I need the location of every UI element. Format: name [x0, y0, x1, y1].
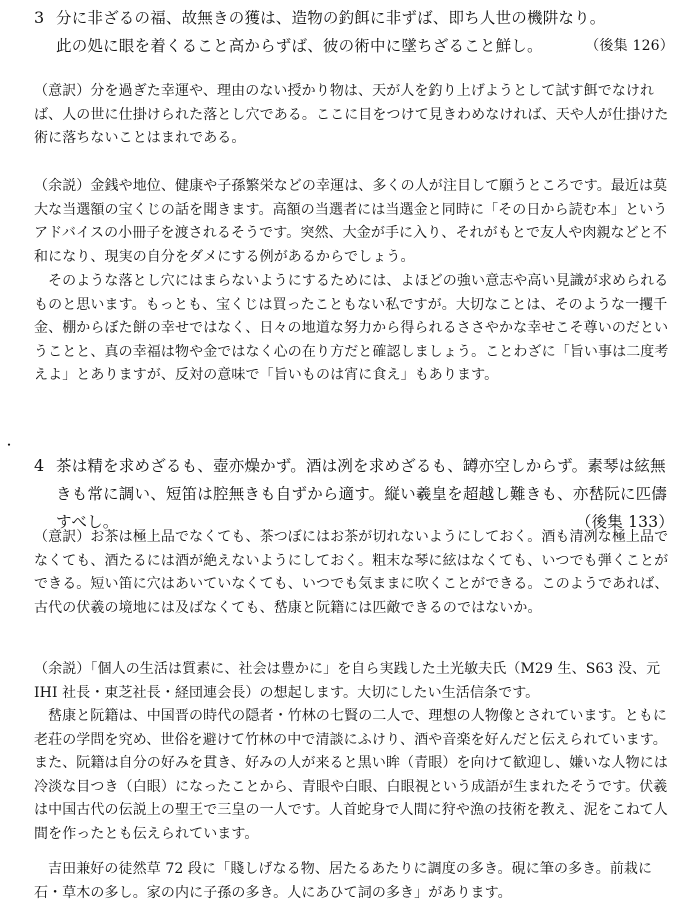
section-3-translation: （意訳）分を過ぎた幸運や、理由のない授かり物は、天が人を釣り上げようとして試す餌でなければ、人の世に仕掛けられた落とし穴である。ここに目をつけて見きわめなければ、天や人が仕掛けた術に落ちないことはまれである。	[34, 83, 669, 146]
section-3-line-1	[34, 4, 674, 32]
section-3-commentary-2: そのような落とし穴にはまらないようにするためには、よほどの強い意志や高い見識が求められるものと思います。もっとも、宝くじは買ったこともない私ですが。大切なことは、そのような一攫千金、棚からぼた餅の幸せではなく、日々の地道な努力から得られるささやかな幸せこそ尊いのだということと、真の幸福は物や金ではなく心の在り方だと確認しましょう。ことわざに「旨い事は二度考えよ」とありますが、反対の意味で「旨いものは宵に食え」もあります。	[34, 273, 669, 383]
section-3-commentary-1: （余説）金銭や地位、健康や子孫繁栄などの幸運は、多くの人が注目して願うところです。最近は莫大な当選額の宝くじの話を聞きます。高額の当選者には当選金と同時に「その日から読む本」というアドバイスの小冊子を渡されるそうです。突然、大金が手に入り、それがもとで友人や肉親などと不和になり、現実の自分をダメにする例があるからでしょう。	[34, 178, 668, 265]
section-4-source: （後集 133）	[575, 513, 674, 531]
section-3-text	[34, 4, 674, 60]
section-4-text	[34, 452, 674, 536]
section-3-number: 3	[34, 8, 45, 27]
section-4-commentary-1: （余説）「個人の生活は質素に、社会は豊かに」を自ら実践した土光敏夫氏（M29 生、S63 没、元 IHI 社長・東芝社長・経団連会長）の想起します。大切にしたい生活信条です。	[34, 661, 661, 701]
section-4-commentary-2: 嵆康と阮籍は、中国晋の時代の隠者・竹林の七賢の二人で、理想の人物像とされています。ともに老荘の学問を究め、世俗を避けて竹林の中で清談にふけり、酒や音楽を好んだと伝えられています。また、阮籍は自分の好みを貫き、好みの人が来ると黒い眸（青眼）を向けて歓迎し、嫌いな人物には冷淡な目つき（白眼）になったことから、青眼や白眼、白眼視という成語が生まれたそうです。伏羲は中国古代の伝説上の聖王で三皇の一人です。人首蛇身で人間に狩や漁の技術を教え、泥をこねて人間を作ったとも伝えられています。	[34, 708, 668, 842]
section-3-line-2	[34, 32, 674, 60]
margin-mark: ・	[3, 438, 16, 452]
section-4-commentary-3: 吉田兼好の徒然草 72 段に「賤しげなる物、居たるあたりに調度の多き。硯に筆の多き。前栽に石・草木の多し。家の内に子孫の多き。人にあひて詞の多き」があります。	[34, 861, 653, 901]
section-3-source: （後集 126）	[585, 38, 674, 54]
section-4-translation: （意訳）お茶は極上品でなくても、茶つぼにはお茶が切れないようにしておく。酒も清冽な極上品でなくても、酒たるには酒が絶えないようにしておく。粗末な琴に絃はなくても、いつでも弾くことができる。短い笛に穴はあいていなくても、いつでも気ままに吹くことができる。このようであれば、古代の伏羲の境地には及ばなくても、嵆康と阮籍には匹敵できるのではないか。	[34, 529, 669, 616]
section-3-verse-line-1: 分に非ざるの福、故無きの獲は、造物の釣餌に非ずば、即ち人世の機阱なり。	[56, 9, 606, 27]
section-3-verse-line-2: 此の処に眼を着くること高からずば、彼の術中に墜ちざること鮮し。	[56, 37, 543, 55]
section-4-number: 4	[34, 456, 45, 475]
section-4-verse-text: 茶は精を求めざるも、壺亦燥かず。酒は冽を求めざるも、罇亦空しからず。素琴は絃無きも常に調い、短笛は腔無きも自ずから適す。縦い羲皇を超越し難きも、亦嵆阮に匹儔すべし。	[56, 457, 668, 531]
